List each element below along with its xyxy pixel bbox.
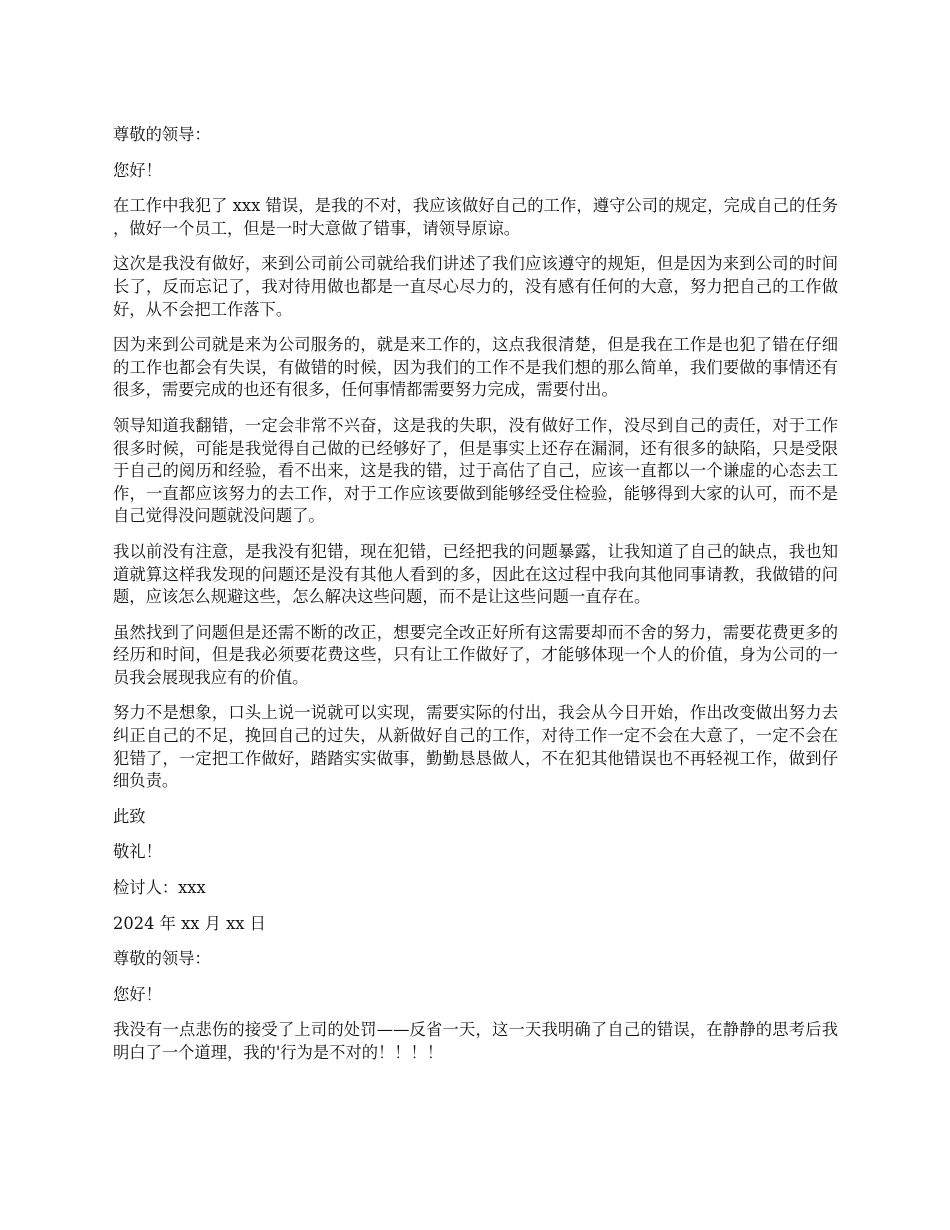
body-paragraph: 努力不是想象，口头上说一说就可以实现，需要实际的付出，我会从今日开始，作出改变做出努力去纠正自己的不足，挽回自己的过失，从新做好自己的工作，对待工作一定不会在大意了，一定不会在犯错了，一定把工作做好，踏踏实实做事，勤勤恳恳做人，不在犯其他错误也不再轻视工作，做到仔细负责。: [113, 703, 838, 791]
body-paragraph: 这次是我没有做好，来到公司前公司就给我们讲述了我们应该遵守的规矩，但是因为来到公司的时间长了，反而忘记了，我对待用做也都是一直尽心尽力的，没有感有任何的大意，努力把自己的工作做好，从不会把工作落下。: [113, 254, 838, 319]
closing-phrase: 此致: [113, 806, 146, 826]
body-paragraph: 领导知道我翻错，一定会非常不兴奋，这是我的失职，没有做好工作，没尽到自己的责任，对于工作很多时候，可能是我觉得自己做的已经够好了，但是事实上还存在漏洞，还有很多的缺陷，只是受限于自己的阅历和经验，看不出来，这是我的错，过于高估了自己，应该一直都以一个谦虚的心态去工作，一直都应该努力的去工作，对于工作应该要做到能够经受住检验，能够得到大家的认可，而不是自己觉得没问题就没问题了。: [113, 415, 838, 526]
greeting: 您好！: [113, 984, 162, 1004]
body-paragraph: 在工作中我犯了 xxx 错误，是我的不对，我应该做好自己的工作，遵守公司的规定，完成自己的任务，做好一个员工，但是一时大意做了错事，请领导原谅。: [113, 196, 838, 238]
body-paragraph: 我没有一点悲伤的接受了上司的处罚——反省一天，这一天我明确了自己的错误，在静静的思考后我明白了一个道理，我的'行为是不对的！！！！: [113, 1020, 838, 1062]
signature-line: 检讨人：xxx: [113, 878, 206, 898]
body-paragraph: 因为来到公司就是来为公司服务的，就是来工作的，这点我很清楚，但是我在工作是也犯了错在仔细的工作也都会有失误，有做错的时候，因为我们的工作不是我们想的那么简单，我们要做的事情还有很多，需要完成的也还有很多，任何事情都需要努力完成，需要付出。: [113, 335, 838, 400]
salutation: 尊敬的领导：: [113, 125, 211, 144]
greeting: 您好！: [113, 160, 162, 180]
closing-salute: 敬礼！: [113, 842, 162, 862]
date-line: 2024 年 xx 月 xx 日: [113, 913, 266, 933]
salutation: 尊敬的领导：: [113, 949, 211, 969]
body-paragraph: 我以前没有注意，是我没有犯错，现在犯错，已经把我的问题暴露，让我知道了自己的缺点，我也知道就算这样我发现的问题还是没有其他人看到的多，因此在这过程中我向其他同事请教，我做错的问题，应该怎么规避这些，怎么解决这些问题，而不是让这些问题一直存在。: [113, 541, 838, 607]
body-paragraph: 虽然找到了问题但是还需不断的改正，想要完全改正好所有这需要却而不舍的努力，需要花费更多的经历和时间，但是我必须要花费这些，只有让工作做好了，才能够体现一个人的价值，身为公司的一员我会展现我应有的价值。: [113, 622, 838, 687]
